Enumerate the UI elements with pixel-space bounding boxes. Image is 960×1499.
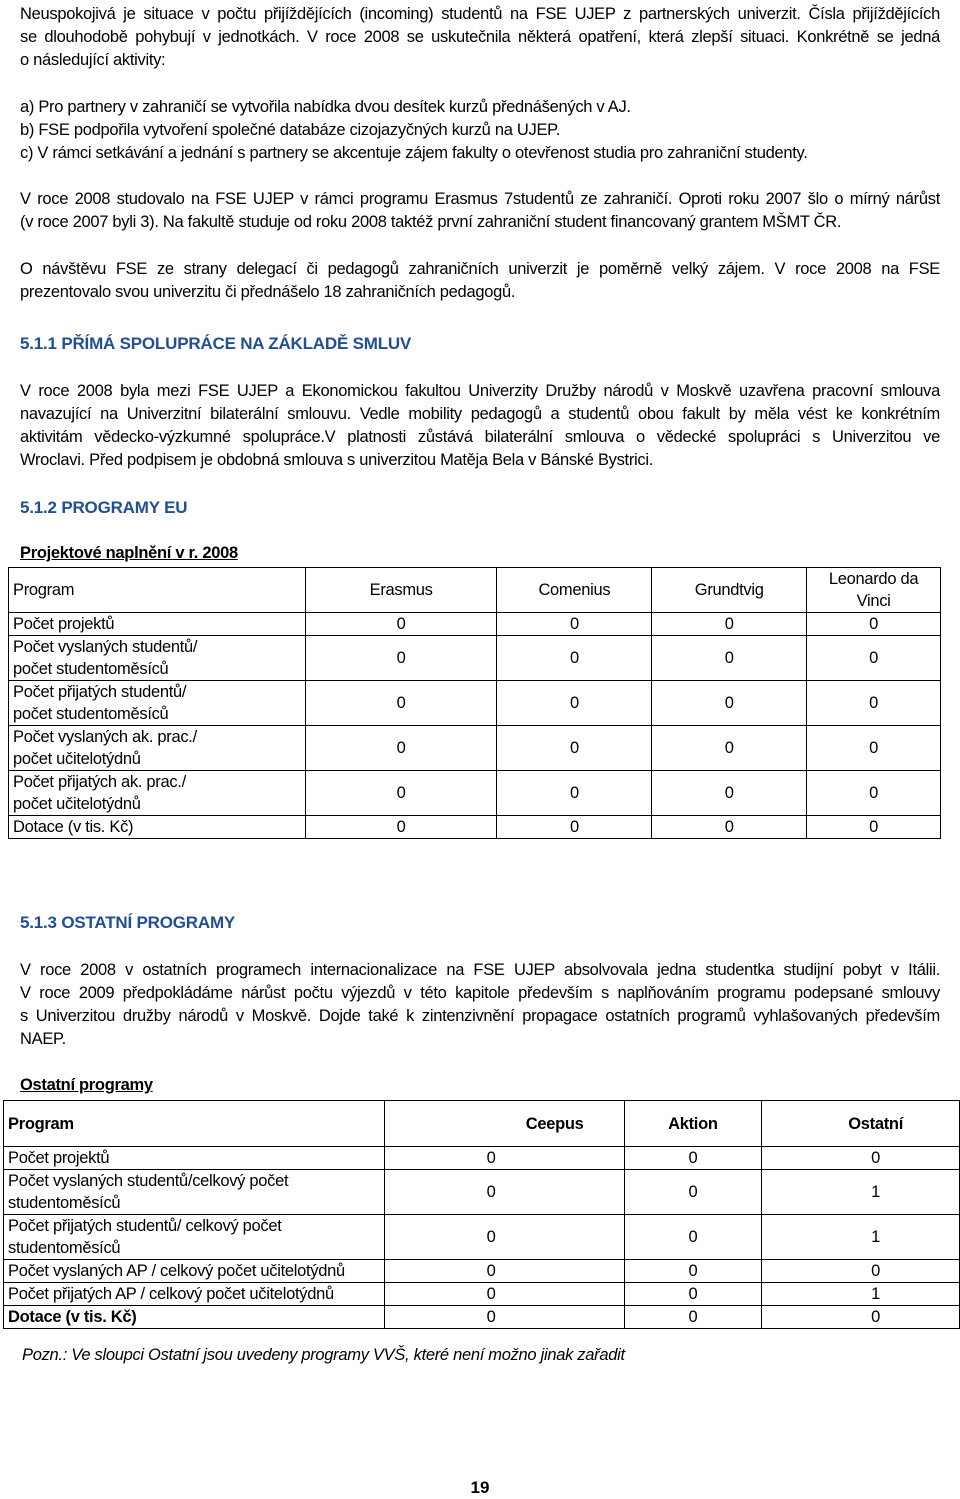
row-label: Počet projektů [4, 1147, 385, 1170]
cell: 0 [807, 771, 941, 816]
table-row [4, 1215, 960, 1260]
cell: 0 [384, 1147, 624, 1170]
text-line: NAEP. [20, 1030, 66, 1048]
header-cell: Program [9, 568, 306, 613]
table-row [4, 1283, 960, 1306]
cell: 0 [652, 726, 807, 771]
cell: 0 [497, 613, 652, 636]
cell: 0 [384, 1283, 624, 1306]
cell: 0 [624, 1215, 762, 1260]
text-line: V roce 2008 v ostatních programech internacionalizace na FSE UJEP absolvovala jedna studentka studijní pobyt v Itálii. [20, 961, 940, 979]
cell: 0 [624, 1306, 762, 1329]
table-row [9, 771, 941, 816]
table-row [4, 1147, 960, 1170]
row-label: Dotace (v tis. Kč) [4, 1306, 385, 1329]
activities-list [20, 96, 940, 165]
table-row [9, 726, 941, 771]
section-513-paragraph [20, 959, 940, 1051]
cell: 0 [762, 1260, 960, 1283]
cell: 0 [652, 816, 807, 839]
cell: 0 [305, 726, 497, 771]
page-number: 19 [470, 1478, 490, 1497]
cell: 0 [384, 1170, 624, 1215]
table-row [9, 816, 941, 839]
table-header-row [4, 1101, 960, 1147]
cell: 0 [384, 1260, 624, 1283]
cell: 0 [305, 816, 497, 839]
section-heading-513: 5.1.3 OSTATNÍ PROGRAMY [20, 913, 236, 932]
row-label: Dotace (v tis. Kč) [9, 816, 306, 839]
table-row [9, 613, 941, 636]
text-line: O návštěvu FSE ze strany delegací či pedagogů zahraničních univerzit je poměrně velký zájem. V roce 2008 na FSE [20, 260, 940, 278]
other-table-title: Ostatní programy [20, 1076, 153, 1094]
table-header-row [9, 568, 941, 613]
table-row [4, 1170, 960, 1215]
cell: 0 [497, 816, 652, 839]
cell: 0 [807, 816, 941, 839]
cell: 1 [762, 1170, 960, 1215]
section-heading-512: 5.1.2 PROGRAMY EU [20, 498, 188, 517]
cell: 0 [305, 771, 497, 816]
row-label: Počet přijatých ak. prac./ počet učitelotýdnů [9, 771, 306, 816]
erasmus-paragraph [20, 188, 940, 234]
row-label: Počet vyslaných studentů/celkový počet studentoměsíců [4, 1170, 385, 1215]
section-511-paragraph [20, 380, 940, 472]
cell: 0 [807, 636, 941, 681]
text-line: s Univerzitou družby národů v Moskvě. Dojde také k zintenzivnění propagace ostatních programů vyhlašovaných především [20, 1007, 940, 1025]
table-row [4, 1260, 960, 1283]
row-label: Počet vyslaných studentů/ počet studentoměsíců [9, 636, 306, 681]
text-line: V roce 2008 studovalo na FSE UJEP v rámci programu Erasmus 7studentů ze zahraničí. Oproti roku 2007 šlo o mírný nárůst [20, 190, 940, 208]
header-cell: Leonardo da Vinci [807, 568, 941, 613]
header-cell: Comenius [497, 568, 652, 613]
cell: 0 [652, 636, 807, 681]
row-label: Počet přijatých studentů/ celkový počet studentoměsíců [4, 1215, 385, 1260]
text-line: (v roce 2007 byli 3). Na fakultě studuje od roku 2008 taktéž první zahraniční student financovaný grantem MŠMT ČR. [20, 213, 842, 231]
cell: 1 [762, 1215, 960, 1260]
header-cell: Aktion [624, 1101, 762, 1147]
row-label: Počet vyslaných ak. prac./ počet učitelotýdnů [9, 726, 306, 771]
eu-table-title: Projektové naplnění v r. 2008 [20, 544, 238, 562]
cell: 0 [497, 771, 652, 816]
header-cell: Erasmus [305, 568, 497, 613]
header-cell: Ostatní [762, 1101, 960, 1147]
activity-item: b) FSE podpořila vytvoření společné databáze cizojazyčných kurzů na UJEP. [20, 121, 561, 139]
text-line: Neuspokojivá je situace v počtu přijíždějících (incoming) studentů na FSE UJEP z partnerských univerzit. Čísla přijíždějících [20, 5, 940, 23]
text-line: aktivitám vědecko-výzkumné spolupráce.V platnosti zůstává bilaterální smlouva o vědecké spolupráci s Univerzitou ve [20, 428, 940, 446]
row-label: Počet přijatých studentů/ počet studentoměsíců [9, 681, 306, 726]
cell: 0 [807, 681, 941, 726]
eu-programs-table [8, 567, 941, 839]
text-line: o následující aktivity: [20, 51, 166, 69]
cell: 0 [624, 1283, 762, 1306]
cell: 0 [762, 1306, 960, 1329]
row-label: Počet vyslaných AP / celkový počet učitelotýdnů [4, 1260, 385, 1283]
cell: 0 [807, 726, 941, 771]
text-line: se dlouhodobě pohybují v jednotkách. V roce 2008 se uskutečnila některá opatření, která zlepší situaci. Konkrétně se jedná [20, 28, 940, 46]
cell: 0 [497, 726, 652, 771]
cell: 0 [652, 681, 807, 726]
cell: 0 [652, 771, 807, 816]
table-row [9, 636, 941, 681]
table-row [4, 1306, 960, 1329]
activity-item: a) Pro partnery v zahraničí se vytvořila nabídka dvou desítek kurzů přednášených v AJ. [20, 98, 631, 116]
row-label: Počet projektů [9, 613, 306, 636]
table-footnote: Pozn.: Ve sloupci Ostatní jsou uvedeny programy VVŠ, které není možno jinak zařadit [22, 1346, 625, 1364]
cell: 0 [497, 681, 652, 726]
cell: 0 [384, 1215, 624, 1260]
cell: 1 [762, 1283, 960, 1306]
header-cell: Program [4, 1101, 385, 1147]
intro-paragraph [20, 3, 940, 72]
cell: 0 [305, 681, 497, 726]
cell: 0 [305, 636, 497, 681]
visits-paragraph [20, 258, 940, 304]
table-row [9, 681, 941, 726]
cell: 0 [652, 613, 807, 636]
row-label: Počet přijatých AP / celkový počet učitelotýdnů [4, 1283, 385, 1306]
text-line: navazující na Univerzitní bilaterální smlouvu. Vedle mobility pedagogů a studentů obou fakult by měla vést ke konkrétním [20, 405, 940, 423]
cell: 0 [807, 613, 941, 636]
text-line: V roce 2008 byla mezi FSE UJEP a Ekonomickou fakultou Univerzity Družby národů v Moskvě uzavřena pracovní smlouva [20, 382, 940, 400]
cell: 0 [624, 1147, 762, 1170]
other-programs-table [3, 1100, 960, 1329]
cell: 0 [497, 636, 652, 681]
text-line: prezentovalo svou univerzitu či přednášelo 18 zahraničních pedagogů. [20, 283, 516, 301]
activity-item: c) V rámci setkávání a jednání s partnery se akcentuje zájem fakulty o otevřenost studia pro zahraniční studenty. [20, 144, 808, 162]
cell: 0 [624, 1260, 762, 1283]
cell: 0 [762, 1147, 960, 1170]
header-cell: Grundtvig [652, 568, 807, 613]
header-cell: Ceepus [384, 1101, 624, 1147]
cell: 0 [384, 1306, 624, 1329]
cell: 0 [305, 613, 497, 636]
text-line: V roce 2009 předpokládáme nárůst počtu výjezdů v této kapitole především s naplňováním programu podepsané smlouvy [20, 984, 940, 1002]
text-line: Wroclavi. Před podpisem je obdobná smlouva s univerzitou Matěja Bela v Bánské Bystrici. [20, 451, 653, 469]
cell: 0 [624, 1170, 762, 1215]
section-heading-511: 5.1.1 PŘÍMÁ SPOLUPRÁCE NA ZÁKLADĚ SMLUV [20, 334, 412, 353]
